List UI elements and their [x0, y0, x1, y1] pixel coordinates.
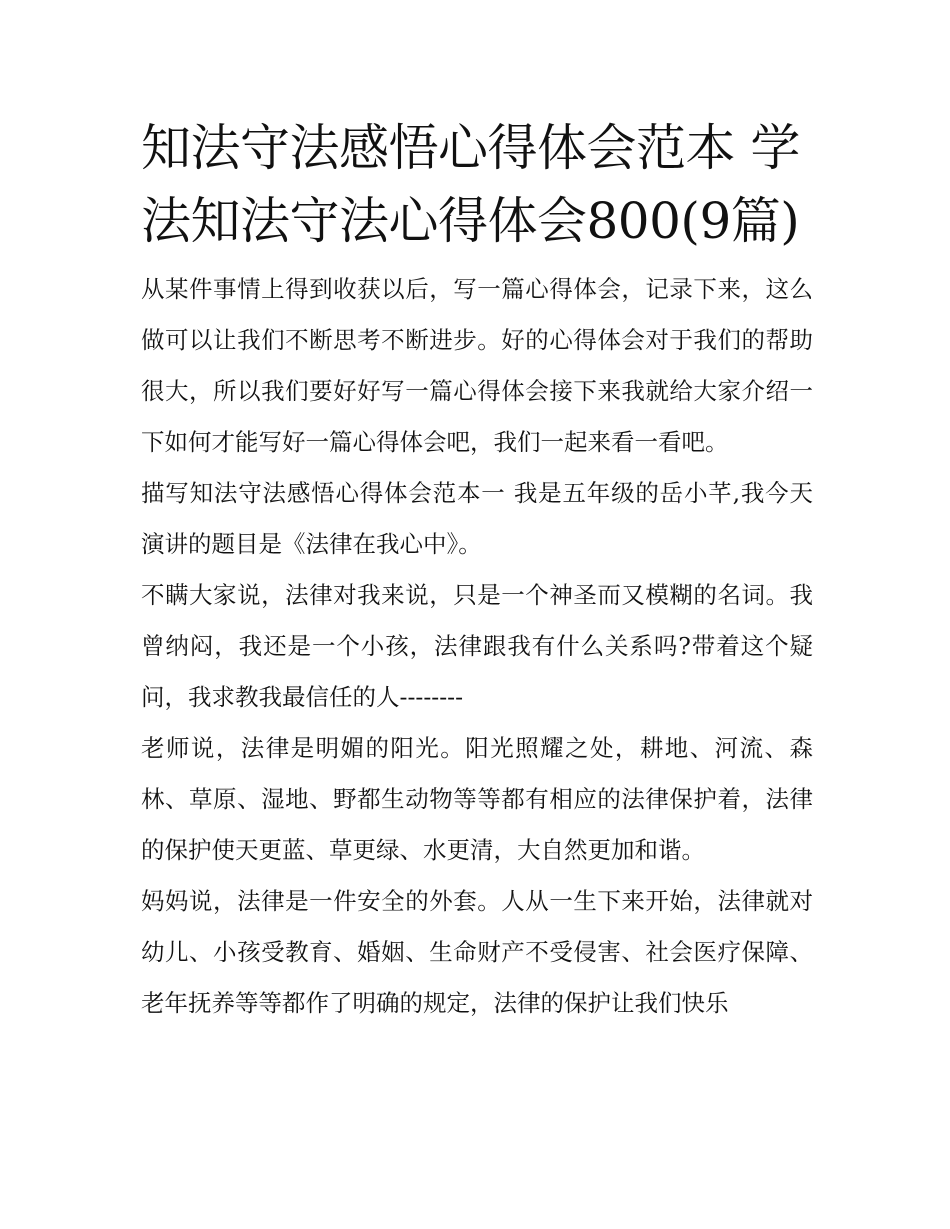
title-line-2: 法知法守法心得体会800(9篇) — [141, 192, 800, 250]
title-line-1: 知法守法感悟心得体会范本 学 — [141, 119, 800, 177]
paragraph-speech-opening: 描写知法守法感悟心得体会范本一 我是五年级的岳小芊,我今天演讲的题目是《法律在我心中》。 — [141, 479, 813, 558]
paragraph-question: 不瞒大家说，法律对我来说，只是一个神圣而又模糊的名词。我曾纳闷，我还是一个小孩，法律跟我有什么关系吗?带着这个疑问，我求教我最信任的人-------- — [141, 581, 813, 711]
document-body — [141, 264, 813, 1029]
paragraph-teacher: 老师说，法律是明媚的阳光。阳光照耀之处，耕地、河流、森林、草原、湿地、野都生动物等等都有相应的法律保护着，法律的保护使天更蓝、草更绿、水更清，大自然更加和谐。 — [141, 734, 813, 864]
document-title — [141, 112, 813, 258]
paragraph-intro: 从某件事情上得到收获以后，写一篇心得体会，记录下来，这么做可以让我们不断思考不断进步。好的心得体会对于我们的帮助很大，所以我们要好好写一篇心得体会接下来我就给大家介绍一下如何才能写好一篇心得体会吧，我们一起来看一看吧。 — [141, 275, 813, 456]
document-content — [141, 112, 813, 1029]
paragraph-mother: 妈妈说，法律是一件安全的外套。人从一生下来开始，法律就对幼儿、小孩受教育、婚姻、生命财产不受侵害、社会医疗保障、老年抚养等等都作了明确的规定，法律的保护让我们快乐 — [141, 887, 813, 1017]
